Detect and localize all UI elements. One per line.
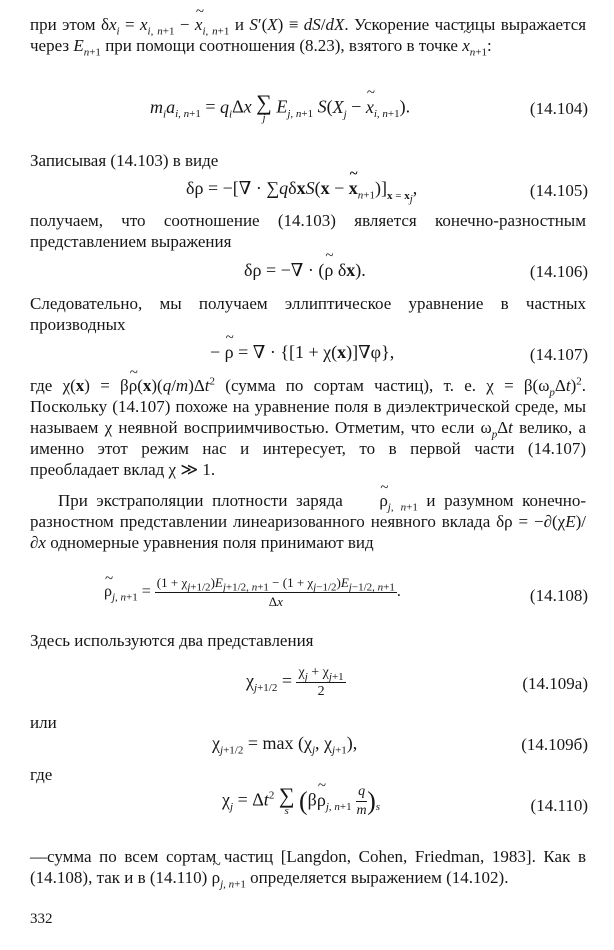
text: Ускорение частицы <box>354 15 496 34</box>
paragraph-text: Следовательно, мы получаем эллиптическое уравнение в частных производных <box>30 294 586 334</box>
paragraph-text: Здесь используются два представления <box>30 631 314 650</box>
text: (сумма по сортам частиц), т. е. <box>225 376 477 395</box>
paragraph-text: При экстраполяции плотности заряда ~ $\rho_{j, n+1}$ и разумном конечно-разностном представлении линеаризованного неявного вклада δρ = −∂(χE)/∂x одномерные уравнения поля принимают вид <box>30 490 586 553</box>
equation-14-107: − ~ ρ = ∇ · {[1 + χ(x)]∇φ}, <box>210 342 394 363</box>
equation-number: (14.105) <box>529 181 588 200</box>
paragraph-text: Записывая (14.103) в виде <box>30 151 219 170</box>
paragraph-text: получаем, что соотношение (14.103) является конечно-разностным представлением выражения <box>30 211 586 251</box>
equation-number: (14.104) <box>529 99 588 118</box>
equation-14-106: δρ = −∇ · (~ ρ δx). <box>244 260 366 281</box>
equation-number: (14.109б) <box>521 735 588 754</box>
equation-number: (14.107) <box>529 345 588 364</box>
text: одномерные уравнения поля принимают вид <box>50 533 374 552</box>
equation-number: (14.106) <box>529 262 588 281</box>
equation-14-104: $m_ia_{i, n+1} = q_i\Delta x$ ∑ j $E_{j, n+1}$ $S(X_j$ − ~ $x_{i, n+1}$). <box>150 93 410 124</box>
equation-14-110: $\chi_j = \Delta t^2$ ∑ s (β~ $\rho_{j, n+1}$ $\frac{q}{m}$ )$_s$ <box>222 784 380 819</box>
text: —сумма по всем сортам частиц [Langdon, Cohen, Friedman, 1983]. Как в (14.108), так и в (14.110) <box>30 847 586 887</box>
equation-14-109a: $\chi_{j+1/2}$ = $\frac{\chi_j + \chi_{j+1}}{2}$ <box>246 665 344 699</box>
text: при этом <box>30 15 96 34</box>
equation-number: (14.110) <box>530 796 588 815</box>
text: неявной восприимчивостью. Отметим, что если <box>118 418 475 437</box>
text: При экстраполяции плотности заряда <box>58 491 343 510</box>
equation-14-105: δρ = −[∇ · ∑qδxS(x − ~ $x_{n+1})]_{x = x_j}$, <box>186 178 417 199</box>
text: выражается через <box>30 15 587 55</box>
equation-number: (14.109а) <box>522 674 588 693</box>
text: велико, а именно этот режим нас и интересует, то в первой части (14.107) преобладает вклад <box>30 418 587 479</box>
paragraph-intro: при этом $\delta x_i = x_{i, n+1}$ − ~ $x_{i, n+1}$ и S′(X) ≡ dS/dX. Ускорение частицы выражается через $E_{n+1}$ при помощи соотношения (8.23), взятого в точке ~ $x_{n+1}$: <box>30 14 586 56</box>
text: и <box>234 15 244 34</box>
text: и разумном конечно-разностном представлении линеаризованного неявного вклада <box>30 491 586 531</box>
paragraph-text: или <box>30 713 57 732</box>
page-number: 332 <box>30 911 53 927</box>
equation-14-108: ~ $\rho_{j, n+1}$ = $\frac{(1 + \chi_{j+1/2})E_{j+1/2, n+1} - (1 + \chi_{j-1/2})E_{j-1/2, n+1}}{\Delta x}$ . <box>104 575 401 610</box>
paragraph-text: где <box>30 765 53 784</box>
text: определяется выражением (14.102). <box>250 868 509 887</box>
text: при помощи соотношения (8.23), взятого <box>105 36 403 55</box>
text: в точке <box>406 36 458 55</box>
paragraph-text: —сумма по всем сортам частиц [Langdon, Cohen, Friedman, 1983]. Как в (14.108), так и в (14.110) ~ $\rho_{j, n+1}$ определяется выражением (14.102). <box>30 846 586 888</box>
equation-number: (14.108) <box>529 586 588 605</box>
equation-14-109b: $\chi_{j+1/2} = \max (\chi_j$, $\chi_{j+1}$), <box>212 733 358 757</box>
paragraph-text: где χ(x) = β~ $\rho(x)(q/m)\Delta t^2$ (сумма по сортам частиц), т. е. $\chi = \beta(\omega_p\Delta t)^2$. Поскольку (14.107) похоже на уравнение поля в диэлектрической среде, мы называем χ неявной восприимчивостью. Отметим, что если $\omega_p\Delta t$ велико, а именно этот режим нас и интересует, то в первой части (14.107) преобладает вклад χ ≫ 1. <box>30 375 586 480</box>
text: где <box>30 376 53 395</box>
text: Поскольку (14.107) похоже на уравнение поля в диэлектрической среде, мы называем <box>30 397 586 437</box>
